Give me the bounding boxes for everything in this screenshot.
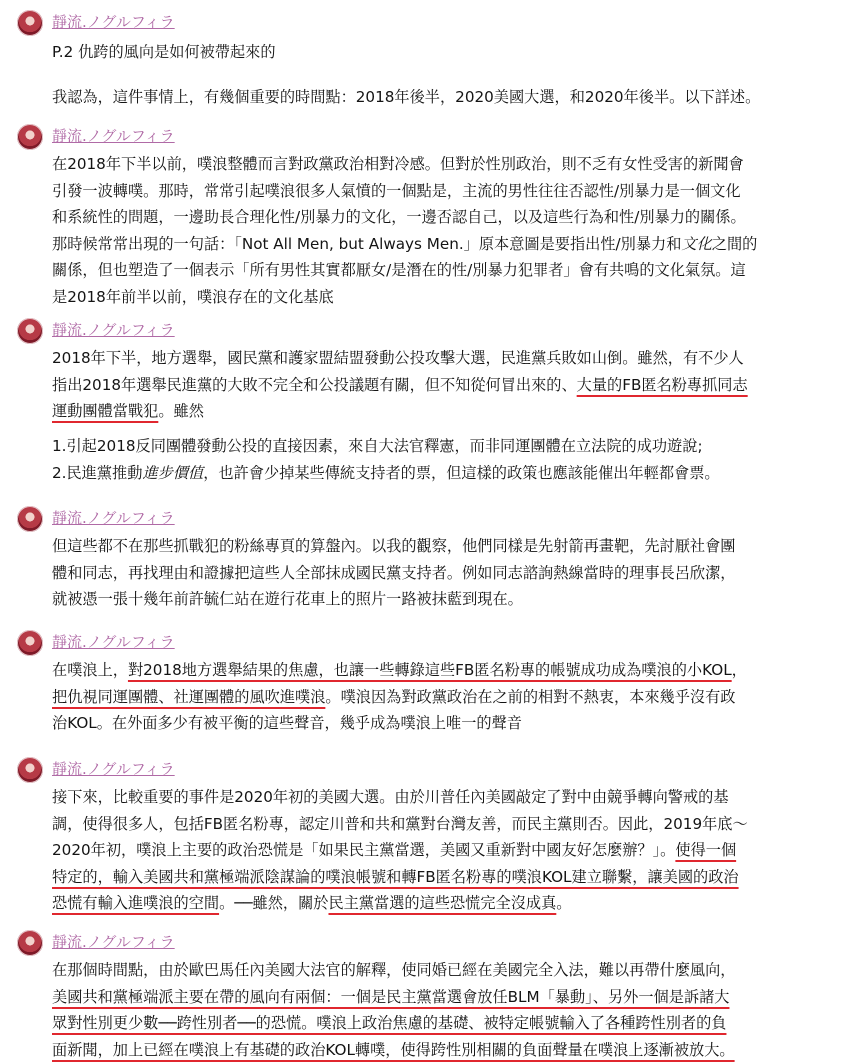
text-segment: 治KOL。在外面多少有被平衡的這些聲音，幾乎成為噗浪上唯一的聲音 — [52, 714, 522, 732]
text-line — [52, 560, 842, 587]
text-line — [52, 1037, 842, 1063]
text-segment: 在2018年下半以前，噗浪整體而言對政黨政治相對冷感。但對於性別政治，則不乏有女性受害的新聞會 — [52, 155, 744, 173]
highlighted-text: 面新聞，加上已經在噗浪上有基礎的政治KOL轉噗，使得跨性別相關的負面聲量在噗浪上逐漸被放大。 — [52, 1041, 735, 1059]
text-line — [52, 151, 842, 178]
text-segment: 在那個時間點，由於歐巴馬任內美國大法官的解釋，使同婚已經在美國完全入法，難以再帶什麼風向， — [52, 961, 735, 979]
text-line — [52, 204, 842, 231]
post-paragraph — [52, 657, 842, 737]
text-segment: 和系統性的問題，一邊助長合理化性/別暴力的文化，一邊否認自己，以及這些行為和性/別暴力的關係。 — [52, 208, 746, 226]
text-segment: 。雖然 — [158, 402, 204, 420]
username-link[interactable]: 靜流.ノグルフィラ — [52, 320, 175, 340]
text-line — [52, 586, 842, 613]
text-line — [52, 837, 842, 864]
username-link[interactable]: 靜流.ノグルフィラ — [52, 759, 175, 779]
highlighted-text: 使得一個 — [675, 841, 736, 859]
text-line — [52, 398, 842, 425]
highlighted-text: 特定的，輸入美國共和黨極端派陰謀論的噗浪帳號和轉FB匿名粉專的噗浪KOL建立聯繫，讓美國的政治 — [52, 868, 739, 886]
italic-text: 文化 — [681, 235, 711, 253]
text-line — [52, 372, 842, 399]
username-link[interactable]: 靜流.ノグルフィラ — [52, 126, 175, 146]
text-line — [52, 657, 842, 684]
username-link[interactable]: 靜流.ノグルフィラ — [52, 12, 175, 32]
highlighted-text: 民主黨當選的這些恐慌完全沒成真 — [328, 894, 556, 912]
text-segment: 我認為，這件事情上，有幾個重要的時間點：2018年後半，2020美國大選，和2020年後半。以下詳述。 — [52, 88, 760, 106]
text-line — [52, 178, 842, 205]
text-segment: 在噗浪上， — [52, 661, 128, 679]
text-line — [52, 257, 842, 284]
text-line — [52, 710, 842, 737]
avatar[interactable] — [17, 318, 43, 344]
text-line — [52, 784, 842, 811]
text-segment: 2.民進黨推動 — [52, 464, 142, 482]
italic-text: 進步價值 — [142, 464, 203, 482]
text-line — [52, 284, 842, 311]
avatar[interactable] — [17, 10, 43, 36]
text-segment: 調，使得很多人，包括FB匿名粉專，認定川普和共和黨對台灣友善，而民主黨則否。因此，2019年底～ — [52, 815, 748, 833]
text-segment: 但這些都不在那些抓戰犯的粉絲專頁的算盤內。以我的觀察，他們同樣是先射箭再畫靶，先討厭社會團 — [52, 537, 735, 555]
post-paragraph — [52, 39, 842, 66]
avatar[interactable] — [17, 757, 43, 783]
text-segment: 指出2018年選舉民進黨的大敗不完全和公投議題有關，但不知從何冒出來的、 — [52, 376, 577, 394]
text-segment: 。噗浪因為對政黨政治在之前的相對不熱衷，本來幾乎沒有政 — [325, 688, 735, 706]
text-line — [52, 684, 842, 711]
text-line — [52, 231, 842, 258]
text-line — [52, 811, 842, 838]
username-link[interactable]: 靜流.ノグルフィラ — [52, 932, 175, 952]
text-line — [52, 984, 842, 1011]
text-line — [52, 460, 842, 487]
post-paragraph — [52, 957, 842, 1063]
text-line — [52, 533, 842, 560]
text-line — [52, 864, 842, 891]
text-line — [52, 1010, 842, 1037]
post-paragraph — [52, 784, 842, 917]
text-line — [52, 39, 842, 66]
post-paragraph — [52, 84, 842, 111]
post-paragraph — [52, 151, 842, 310]
text-segment: 1.引起2018反同團體發動公投的直接因素，來自大法官釋憲，而非同運團體在立法院的成功遊說; — [52, 437, 703, 455]
avatar[interactable] — [17, 630, 43, 656]
text-line — [52, 84, 842, 111]
highlighted-text: 把仇視同運團體、社運團體的風吹進噗浪 — [52, 688, 325, 706]
text-segment: 。 — [556, 894, 571, 912]
text-segment: 。──雖然，關於 — [219, 894, 328, 912]
avatar[interactable] — [17, 930, 43, 956]
highlighted-text: 恐慌有輸入進噗浪的空間 — [52, 894, 219, 912]
text-line — [52, 890, 842, 917]
text-segment: 是2018年前半以前，噗浪存在的文化基底 — [52, 288, 334, 306]
avatar[interactable] — [17, 506, 43, 532]
text-segment: 引發一波轉噗。那時，常常引起噗浪很多人氣憤的一個點是，主流的男性往往否認性/別暴力是一個文化 — [52, 182, 741, 200]
text-segment: 接下來，比較重要的事件是2020年初的美國大選。由於川普任內美國敲定了對中由競爭轉向警戒的基 — [52, 788, 729, 806]
post-paragraph — [52, 345, 842, 425]
avatar[interactable] — [17, 124, 43, 150]
highlighted-text: 眾對性別更少數──跨性別者──的恐慌。噗浪上政治焦慮的基礎、被特定帳號輸入了各種跨性別者的負 — [52, 1014, 726, 1032]
text-segment: 就被憑一張十幾年前許毓仁站在遊行花車上的照片一路被抹藍到現在。 — [52, 590, 523, 608]
text-line — [52, 957, 842, 984]
username-link[interactable]: 靜流.ノグルフィラ — [52, 508, 175, 528]
post-paragraph — [52, 433, 842, 486]
text-segment: 2020年初，噗浪上主要的政治恐慌是「如果民主黨當選，美國又重新對中國友好怎麼辦？」。 — [52, 841, 675, 859]
highlighted-text: 美國共和黨極端派主要在帶的風向有兩個：一個是民主黨當選會放任BLM「暴動」、另外一個是訴諸大 — [52, 988, 729, 1006]
highlighted-text: 運動團體當戰犯 — [52, 402, 158, 420]
text-segment: ， — [732, 661, 747, 679]
text-segment: 2018年下半，地方選舉，國民黨和護家盟結盟發動公投攻擊大選，民進黨兵敗如山倒。雖然，有不少人 — [52, 349, 744, 367]
post-paragraph — [52, 533, 842, 613]
highlighted-text: 大量的FB匿名粉專抓同志 — [577, 376, 748, 394]
highlighted-text: 對2018地方選舉結果的焦慮，也讓一些轉錄這些FB匿名粉專的帳號成功成為噗浪的小KOL — [128, 661, 732, 679]
text-line — [52, 345, 842, 372]
text-segment: 關係，但也塑造了一個表示「所有男性其實都厭女/是潛在的性/別暴力犯罪者」會有共鳴的文化氣氛。這 — [52, 261, 746, 279]
text-segment: 之間的 — [712, 235, 758, 253]
username-link[interactable]: 靜流.ノグルフィラ — [52, 632, 175, 652]
text-line — [52, 433, 842, 460]
text-segment: ，也許會少掉某些傳統支持者的票，但這樣的政策也應該能催出年輕都會票。 — [203, 464, 719, 482]
text-segment: P.2 仇跨的風向是如何被帶起來的 — [52, 43, 276, 61]
text-segment: 體和同志，再找理由和證據把這些人全部抹成國民黨支持者。例如同志諮詢熱線當時的理事長呂欣潔， — [52, 564, 735, 582]
text-segment: 那時候常常出現的一句話：「Not All Men, but Always Men.」原本意圖是要指出性/別暴力和 — [52, 235, 681, 253]
